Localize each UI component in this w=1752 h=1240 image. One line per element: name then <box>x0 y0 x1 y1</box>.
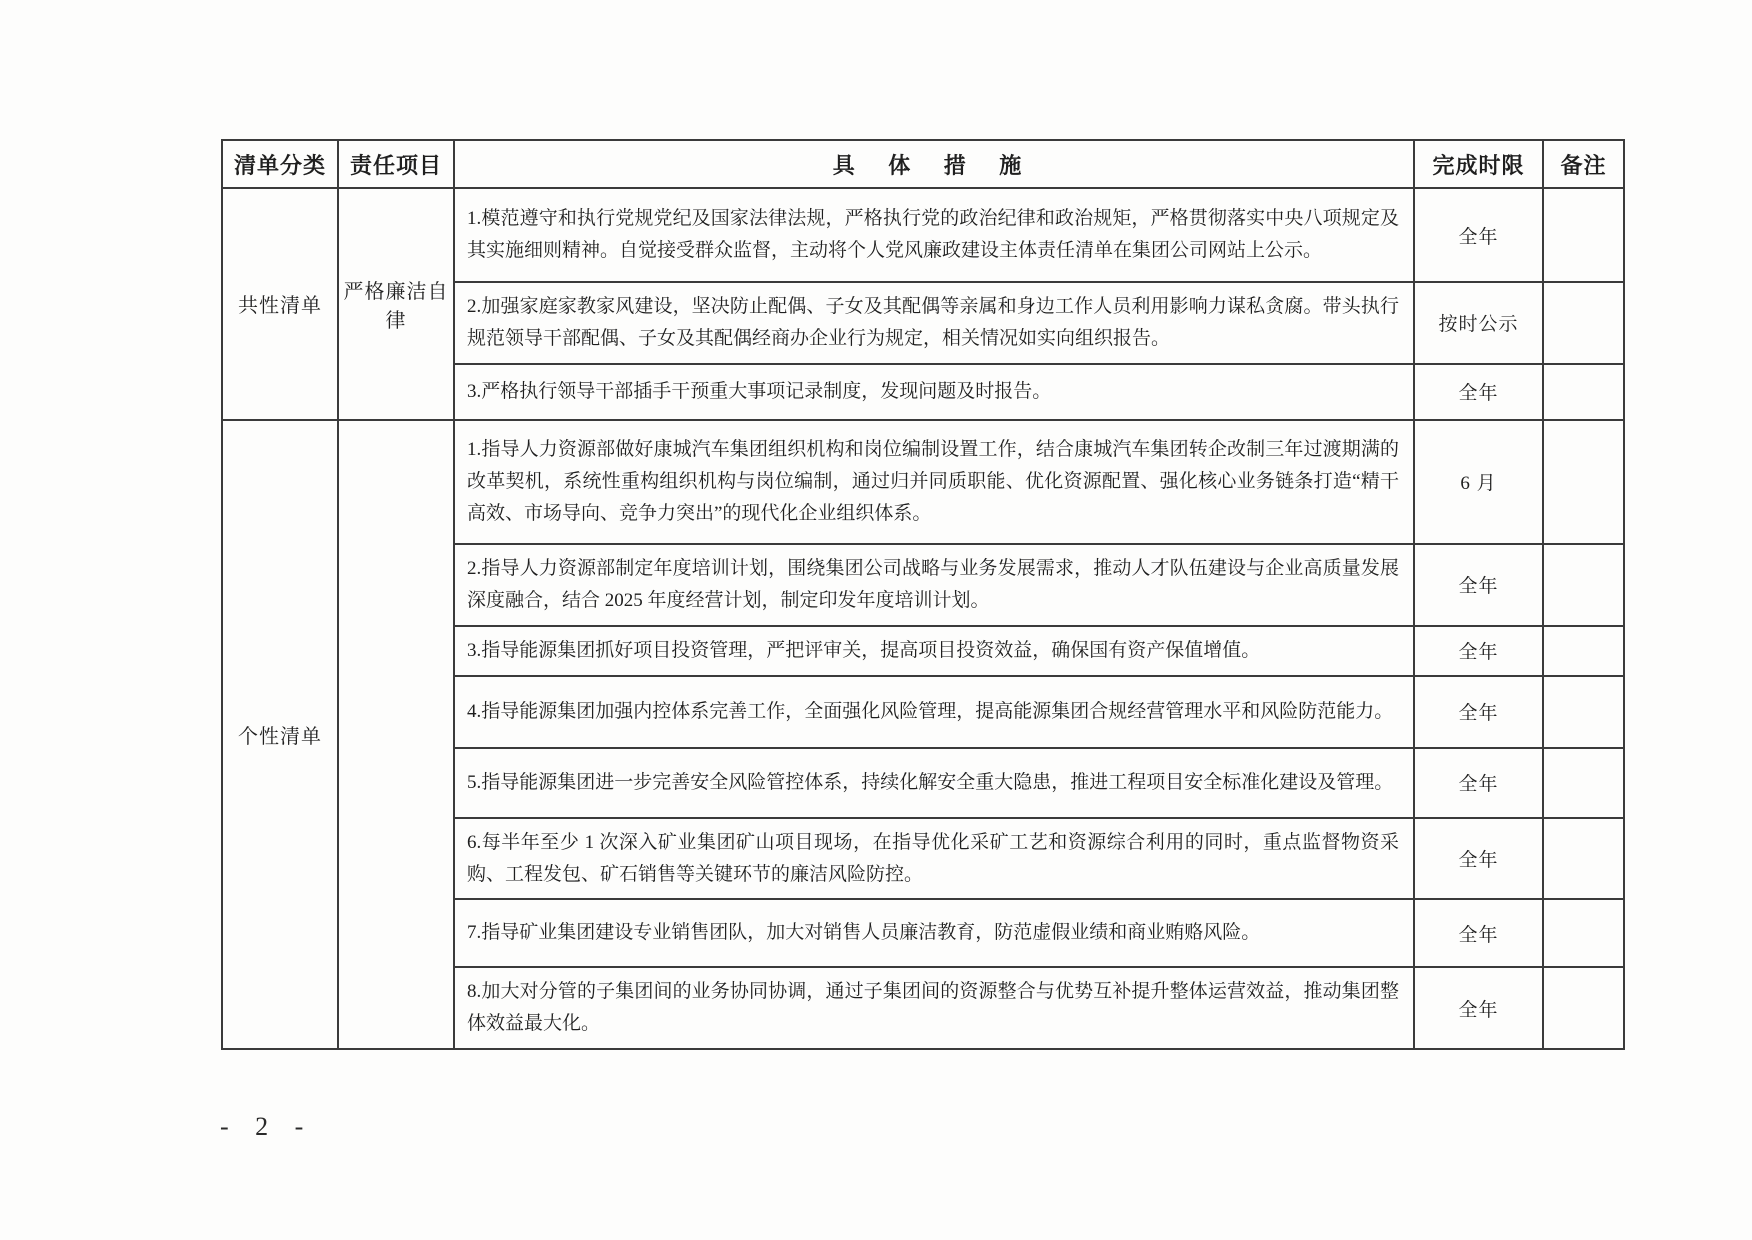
header-measures: 具 体 措 施 <box>454 140 1414 188</box>
deadline-cell: 全年 <box>1414 676 1543 748</box>
project-cell-individual <box>338 420 454 1049</box>
measure-cell: 1.指导人力资源部做好康城汽车集团组织机构和岗位编制设置工作，结合康城汽车集团转企改制三年过渡期满的改革契机，系统性重构组织机构与岗位编制，通过归并同质职能、优化资源配置、强化核心业务链条打造“精干高效、市场导向、竞争力突出”的现代化企业组织体系。 <box>454 420 1414 544</box>
measure-cell: 7.指导矿业集团建设专业销售团队，加大对销售人员廉洁教育，防范虚假业绩和商业贿赂风险。 <box>454 899 1414 967</box>
deadline-cell: 6 月 <box>1414 420 1543 544</box>
deadline-cell: 全年 <box>1414 967 1543 1049</box>
remark-cell <box>1543 544 1624 626</box>
measure-cell: 1.模范遵守和执行党规党纪及国家法律法规，严格执行党的政治纪律和政治规矩，严格贯彻落实中央八项规定及其实施细则精神。自觉接受群众监督，主动将个人党风廉政建设主体责任清单在集团公司网站上公示。 <box>454 188 1414 282</box>
remark-cell <box>1543 676 1624 748</box>
deadline-cell: 全年 <box>1414 626 1543 676</box>
remark-cell <box>1543 899 1624 967</box>
deadline-cell: 全年 <box>1414 818 1543 900</box>
deadline-cell: 按时公示 <box>1414 282 1543 364</box>
remark-cell <box>1543 420 1624 544</box>
responsibility-table <box>221 139 1625 1050</box>
deadline-cell: 全年 <box>1414 899 1543 967</box>
table-row <box>222 188 1624 282</box>
measure-cell: 8.加大对分管的子集团间的业务协同协调，通过子集团间的资源整合与优势互补提升整体运营效益，推动集团整体效益最大化。 <box>454 967 1414 1049</box>
remark-cell <box>1543 364 1624 420</box>
deadline-cell: 全年 <box>1414 544 1543 626</box>
header-deadline: 完成时限 <box>1414 140 1543 188</box>
measure-cell: 6.每半年至少 1 次深入矿业集团矿山项目现场，在指导优化采矿工艺和资源综合利用的同时，重点监督物资采购、工程发包、矿石销售等关键环节的廉洁风险防控。 <box>454 818 1414 900</box>
remark-cell <box>1543 967 1624 1049</box>
measure-cell: 3.严格执行领导干部插手干预重大事项记录制度，发现问题及时报告。 <box>454 364 1414 420</box>
deadline-cell: 全年 <box>1414 748 1543 818</box>
page-number: - 2 - <box>220 1112 314 1141</box>
measure-cell: 2.加强家庭家教家风建设，坚决防止配偶、子女及其配偶等亲属和身边工作人员利用影响力谋私贪腐。带头执行规范领导干部配偶、子女及其配偶经商办企业行为规定，相关情况如实向组织报告。 <box>454 282 1414 364</box>
remark-cell <box>1543 188 1624 282</box>
measure-cell: 5.指导能源集团进一步完善安全风险管控体系，持续化解安全重大隐患，推进工程项目安全标准化建设及管理。 <box>454 748 1414 818</box>
deadline-cell: 全年 <box>1414 188 1543 282</box>
remark-cell <box>1543 818 1624 900</box>
measure-cell: 2.指导人力资源部制定年度培训计划，围绕集团公司战略与业务发展需求，推动人才队伍建设与企业高质量发展深度融合，结合 2025 年度经营计划，制定印发年度培训计划。 <box>454 544 1414 626</box>
header-remarks: 备注 <box>1543 140 1624 188</box>
remark-cell <box>1543 282 1624 364</box>
project-cell-common: 严格廉洁自律 <box>338 188 454 420</box>
remark-cell <box>1543 748 1624 818</box>
deadline-cell: 全年 <box>1414 364 1543 420</box>
table-row <box>222 420 1624 544</box>
header-category: 清单分类 <box>222 140 338 188</box>
category-cell-common: 共性清单 <box>222 188 338 420</box>
table-header-row <box>222 140 1624 188</box>
measure-cell: 3.指导能源集团抓好项目投资管理，严把评审关，提高项目投资效益，确保国有资产保值增值。 <box>454 626 1414 676</box>
remark-cell <box>1543 626 1624 676</box>
header-project: 责任项目 <box>338 140 454 188</box>
measure-cell: 4.指导能源集团加强内控体系完善工作，全面强化风险管理，提高能源集团合规经营管理水平和风险防范能力。 <box>454 676 1414 748</box>
category-cell-individual: 个性清单 <box>222 420 338 1049</box>
